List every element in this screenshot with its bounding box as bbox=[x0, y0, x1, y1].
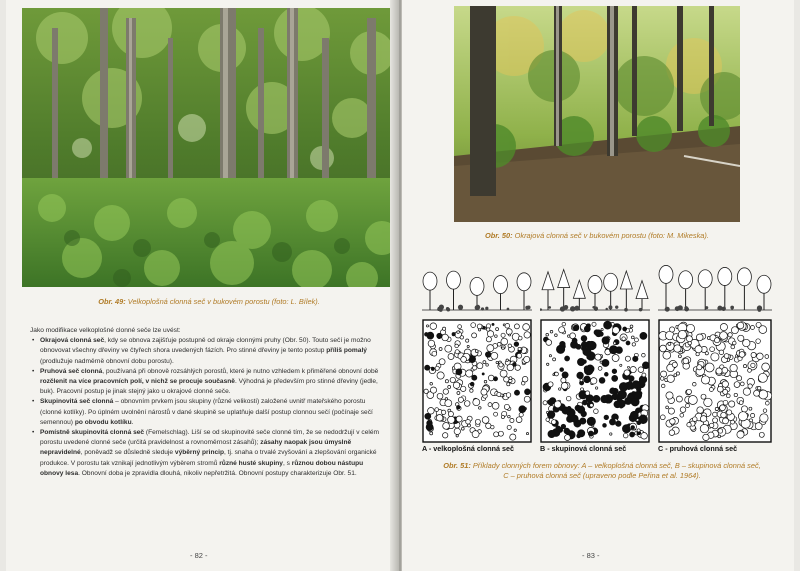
page-number: - 82 - bbox=[190, 551, 208, 560]
tree-row bbox=[540, 270, 650, 312]
bullet-item bbox=[30, 397, 388, 428]
figure-49-caption bbox=[22, 297, 396, 306]
right-page bbox=[402, 0, 794, 571]
bullet-bold-text: příliš pomalý bbox=[326, 347, 367, 355]
page-number: - 83 - bbox=[582, 551, 600, 560]
bullet-text: . bbox=[131, 418, 134, 426]
bullet-bold-text: různé husté skupiny bbox=[219, 459, 283, 467]
bullet-bold-text: Skupinovitá seč clonná bbox=[40, 398, 114, 406]
left-page bbox=[6, 0, 396, 571]
diagram-b bbox=[540, 258, 650, 454]
intro-paragraph: Jako modifikace velkoplošné clonné seče lze uvést: bbox=[30, 327, 181, 334]
diagram-a-label: A - velkoplošná clonná seč bbox=[422, 444, 515, 453]
regeneration-field bbox=[659, 320, 772, 442]
regeneration-field bbox=[541, 320, 649, 442]
bullet-text: , kdy se obnova zajišťuje postupně od okraje clonnými pruhy (Obr. 50). Touto sečí je možno obnovovat všechny dřeviny ve čtyřech shora uvedených fázích. Pro stinné dřeviny je tento postup bbox=[40, 337, 371, 355]
diagram-a bbox=[422, 258, 532, 454]
bullet-list bbox=[30, 336, 388, 479]
bullet-bold-text: Pruhová seč clonná bbox=[40, 367, 103, 375]
bullet-bold-text: po obvodu kotlíku bbox=[74, 418, 132, 426]
figure-50-caption bbox=[452, 231, 742, 240]
regeneration-field bbox=[423, 320, 531, 442]
bullet-text: , s bbox=[282, 459, 292, 467]
figure-number: Obr. 50: bbox=[485, 231, 513, 240]
caption-text: Příklady clonných forem obnovy: A – velkoplošná clonná seč, B – skupinová clonná seč, C – pruhová clonná seč (upraveno podle Peřina et al. 1964). bbox=[472, 461, 761, 480]
bullet-bold-text: zásahy naopak jsou úmyslně nepravidelné bbox=[40, 439, 352, 457]
bullet-text: . Obnovní doba je zpravidla dlouhá, nikoliv nepřetržitá. Obnovní postupy charakterizuje Obr. 51. bbox=[78, 469, 357, 477]
diagram-c-label: C - pruhová clonná seč bbox=[658, 444, 738, 453]
tree-row bbox=[422, 271, 532, 312]
bullet-text: (prodlužuje nadměrně obnovní dobu porostu). bbox=[40, 357, 174, 365]
caption-text: Velkoplošná clonná seč v bukovém porostu (foto: L. Bílek). bbox=[127, 297, 320, 306]
diagram-b-label: B - skupinová clonná seč bbox=[540, 444, 627, 453]
bullet-bold-text: rozčlenit na více pracovních polí, v nichž se procuje současně bbox=[40, 378, 235, 386]
bullet-item bbox=[30, 367, 388, 398]
bullet-bold-text: Pomístně skupinovitá clonná seč bbox=[40, 429, 145, 437]
beech-forest-photo bbox=[22, 8, 396, 287]
bullet-text: (Femelschlag). Liší se od skupinovité seče clonné tím, že se nedodržují v celém porostu uvedené clonné seče (určitá pravidelnost a rovnoměrnost zásahů); bbox=[40, 429, 379, 447]
bullet-item bbox=[30, 336, 388, 367]
tree-row bbox=[658, 265, 772, 311]
bullet-item bbox=[30, 428, 388, 479]
bullet-bold-text: různou dobou nástupu obnovy lesa bbox=[40, 459, 364, 477]
bullet-text: . Výhodná je především pro stinné dřeviny (jedle, buk). Pracovní postup je jinak stejný jako u okrajové clonné seče. bbox=[40, 378, 378, 396]
diagram-c bbox=[658, 258, 772, 454]
bullet-bold-text: výběrný princip bbox=[174, 449, 225, 457]
figure-number: Obr. 51: bbox=[443, 461, 471, 470]
figure-number: Obr. 49: bbox=[98, 297, 126, 306]
bullet-text: – obnovním prvkem jsou skupiny (různé velikosti) založené uvnitř mateřského porostu (clonné kotlíky). Po úplném uvolnění nárostů v dané skupině se uplatňuje další postup clonnou sečí (počínaje sečí semennou) bbox=[40, 398, 373, 426]
bullet-bold-text: Okrajová clonná seč bbox=[40, 337, 105, 345]
body-text bbox=[30, 326, 388, 479]
edge-cutting-forest-photo bbox=[454, 6, 740, 222]
bullet-text: , používaná při obnově rozsáhlých porostů, které je nutno vzhledem k přiměřené obnovní době bbox=[102, 367, 379, 375]
caption-text: Okrajová clonná seč v bukovém porostu (foto: M. Mikeska). bbox=[514, 231, 709, 240]
bullet-text: , poněvadž se důsledně sleduje bbox=[80, 449, 175, 457]
bullet-text: , tj. snaha o trvalé zvyšování a zlepšování organické produkce. V porostu tak vznikají jednotlivým výběrem stromů bbox=[40, 449, 377, 467]
figure-51-caption bbox=[442, 461, 762, 481]
